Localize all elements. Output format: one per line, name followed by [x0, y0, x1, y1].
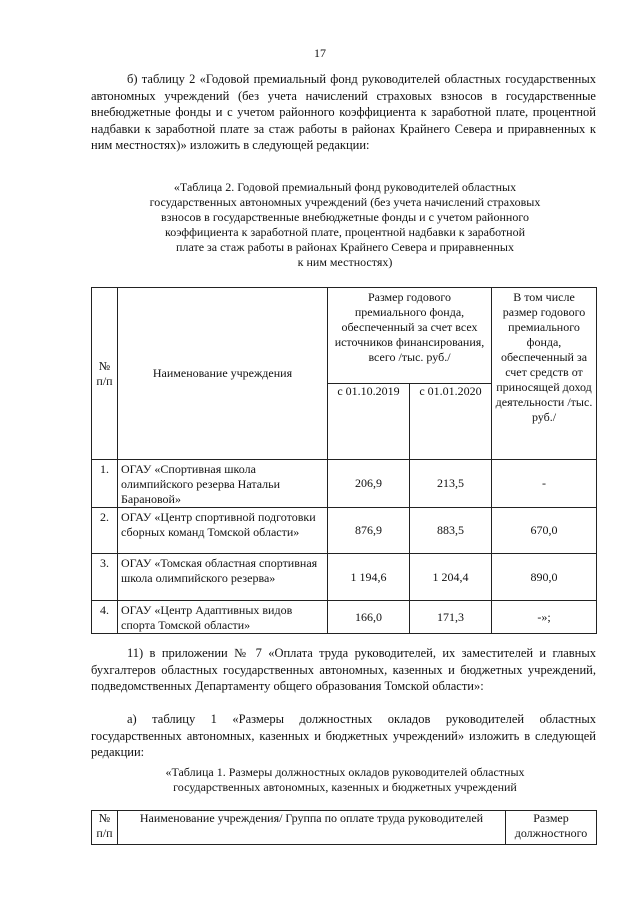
table2-header-income: В том числе размер годового премиального фонда, обеспеченный за счет средств от приносящей доход деятельности /тыс. руб./ — [492, 288, 597, 460]
table-row — [92, 601, 597, 634]
row-value-date1: 1 194,6 — [328, 554, 410, 601]
table2 — [91, 287, 597, 634]
row-name: ОГАУ «Центр спортивной подготовки сборных команд Томской области» — [118, 508, 328, 554]
row-value-date2: 171,3 — [410, 601, 492, 634]
row-value-income: -»; — [492, 601, 597, 634]
table2-header-date1: с 01.10.2019 — [328, 384, 410, 460]
table1-caption — [100, 765, 590, 795]
row-value-income: - — [492, 460, 597, 508]
caption-line: коэффициента к заработной плате, процентной надбавки к заработной — [164, 225, 526, 239]
row-value-date2: 883,5 — [410, 508, 492, 554]
row-value-date1: 876,9 — [328, 508, 410, 554]
page-number: 17 — [314, 46, 326, 60]
row-value-income: 670,0 — [492, 508, 597, 554]
caption-line: «Таблица 2. Годовой премиальный фонд руководителей областных — [173, 180, 517, 194]
row-name: ОГАУ «Томская областная спортивная школа олимпийского резерва» — [118, 554, 328, 601]
paragraph-a: а) таблицу 1 «Размеры должностных окладов руководителей областных государственных автономных, казенных и бюджетных учреждений» изложить в следующей редакции: — [91, 712, 596, 759]
table1 — [91, 810, 597, 845]
table2-header-fund: Размер годового премиального фонда, обеспеченный за счет всех источников финансирования, всего /тыс. руб./ — [328, 288, 492, 384]
table-row — [92, 460, 597, 508]
table1-header-num: № п/п — [92, 811, 118, 845]
caption-line: к ним местностях) — [297, 255, 393, 269]
table1-header-name: Наименование учреждения/ Группа по оплате труда руководителей — [118, 811, 506, 845]
row-num: 3. — [92, 554, 118, 601]
caption-line: государственных автономных, казенных и бюджетных учреждений — [173, 780, 517, 794]
paragraph-11: 11) в приложении № 7 «Оплата труда руководителей, их заместителей и главных бухгалтеров областных государственных автономных, казенных и бюджетных учреждений, подведомственных Департаменту общего образования Томской области»: — [91, 646, 596, 693]
row-num: 4. — [92, 601, 118, 634]
table-row — [92, 554, 597, 601]
table2-header-num: № п/п — [92, 288, 118, 460]
caption-line: «Таблица 1. Размеры должностных окладов руководителей областных — [165, 765, 525, 779]
row-value-date1: 206,9 — [328, 460, 410, 508]
table2-header-name: Наименование учреждения — [118, 288, 328, 460]
row-value-date2: 1 204,4 — [410, 554, 492, 601]
row-name: ОГАУ «Спортивная школа олимпийского резерва Натальи Барановой» — [118, 460, 328, 508]
row-num: 1. — [92, 460, 118, 508]
row-value-date1: 166,0 — [328, 601, 410, 634]
table-row — [92, 508, 597, 554]
caption-line: государственных автономных учреждений (без учета начислений страховых — [149, 195, 541, 209]
table2-caption — [100, 180, 590, 270]
caption-line: взносов в государственные внебюджетные фонды и с учетом районного — [161, 210, 529, 224]
row-value-income: 890,0 — [492, 554, 597, 601]
row-name: ОГАУ «Центр Адаптивных видов спорта Томской области» — [118, 601, 328, 634]
row-num: 2. — [92, 508, 118, 554]
caption-line: плате за стаж работы в районах Крайнего Севера и приравненных — [176, 240, 514, 254]
row-value-date2: 213,5 — [410, 460, 492, 508]
table2-header-date2: с 01.01.2020 — [410, 384, 492, 460]
paragraph-b: б) таблицу 2 «Годовой премиальный фонд руководителей областных государственных автономных учреждений (без учета начислений страховых взносов в государственные внебюджетные фонды и с учетом районного коэффициента к заработной плате, процентной надбавки к заработной плате за стаж работы в районах Крайнего Севера и приравненных к ним местностях)» изложить в следующей редакции: — [91, 72, 596, 152]
table1-header-size: Размер должностного — [506, 811, 597, 845]
